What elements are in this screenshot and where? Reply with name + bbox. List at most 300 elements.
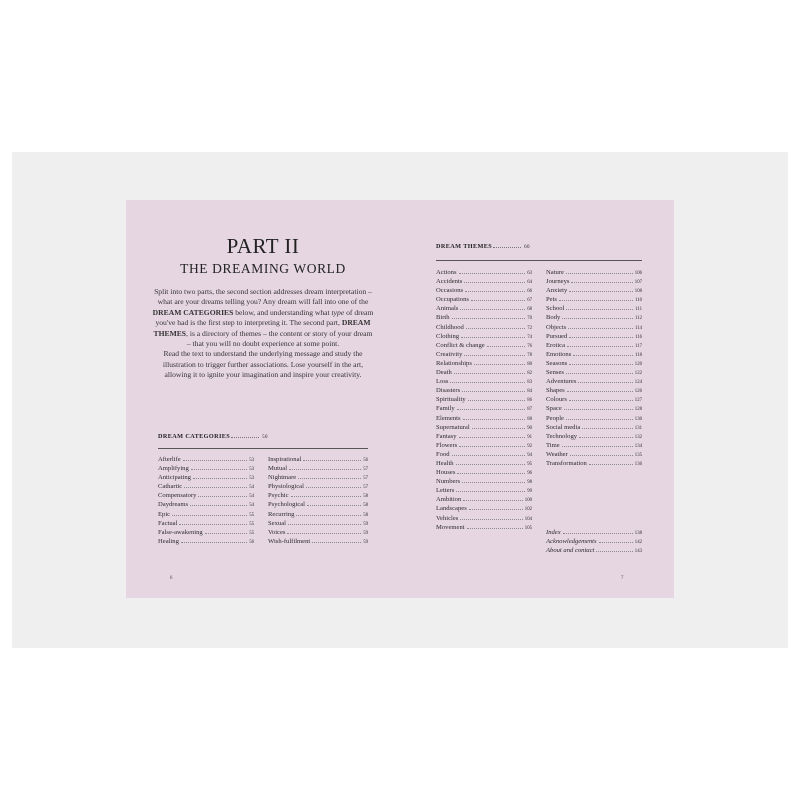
toc-entry-page: 84 [527, 389, 532, 395]
leader-dots [563, 528, 633, 534]
toc-entry-label: Fantasy [436, 432, 457, 440]
page-number-left: 6 [170, 576, 173, 581]
toc-entry-label: Recurring [268, 510, 295, 518]
toc-entry-label: Index [546, 529, 561, 536]
leader-dots [568, 323, 633, 329]
toc-entry [436, 404, 532, 413]
leader-dots [589, 459, 633, 465]
leader-dots [464, 350, 525, 356]
intro-paragraph-1: Split into two parts, the second section addresses dream interpretation – what are your dreams telling you? Any dream will fall into one of the DREAM CATEGORIES below, and understanding what type of dream you've had is the first step to interpreting it. The second part, DREAM THEMES, is a directory of themes – the content or story of your dream – that you will no doubt experience at some point. [152, 287, 374, 349]
toc-entry-label: Elements [436, 414, 461, 422]
toc-entry-label: Time [546, 441, 560, 449]
toc-entry-label: False-awakening [158, 528, 203, 536]
toc-entry-page: 63 [527, 271, 532, 276]
toc-entry-label: Psychic [268, 492, 289, 500]
leader-dots [596, 546, 632, 552]
toc-entry-label: Food [436, 450, 450, 458]
toc-entry [436, 395, 532, 404]
toc-entry-page: 72 [527, 325, 532, 331]
leader-dots [474, 359, 525, 365]
toc-entry-page: 126 [634, 389, 642, 395]
toc-entry-page: 106 [634, 271, 642, 276]
toc-entry-label: Daydreams [158, 501, 189, 509]
toc-entry [268, 455, 368, 464]
toc-entry [436, 332, 532, 341]
toc-entry-label: Health [436, 459, 454, 467]
toc-entry-label: Occupations [436, 296, 469, 304]
toc-entry-page: 111 [635, 307, 642, 313]
toc-entry [436, 450, 532, 459]
toc-entry [546, 546, 642, 555]
toc-entry-label: Anxiety [546, 287, 568, 295]
toc-entry-page: 66 [527, 289, 532, 295]
toc-entry-page: 132 [634, 434, 642, 440]
toc-entry-page: 94 [527, 452, 532, 458]
toc-entry [546, 368, 642, 377]
toc-entry-page: 120 [634, 361, 642, 367]
toc-entry [546, 313, 642, 322]
toc-entry-page: 57 [363, 476, 368, 482]
toc-entry-page: 53 [249, 476, 254, 482]
toc-entry [546, 441, 642, 450]
categories-column-2 [268, 455, 368, 546]
right-page [400, 200, 674, 598]
leader-dots [464, 277, 525, 283]
toc-entry-page: 95 [527, 461, 532, 467]
toc-entry-page: 134 [634, 443, 642, 449]
part-title: PART II [226, 234, 300, 258]
toc-entry-page: 55 [249, 512, 254, 518]
leader-dots [466, 323, 525, 329]
toc-entry [546, 304, 642, 313]
leader-dots [306, 482, 361, 488]
toc-entry-page: 54 [249, 485, 254, 491]
toc-entry-page: 58 [363, 512, 368, 518]
toc-entry-label: Spirituality [436, 396, 466, 404]
toc-entry [436, 368, 532, 377]
toc-entry [546, 295, 642, 304]
toc-entry [268, 528, 368, 537]
toc-entry-label: Birth [436, 314, 450, 322]
leader-dots [570, 450, 633, 456]
toc-entry-label: Childhood [436, 323, 464, 331]
toc-entry-page: 74 [527, 334, 532, 340]
toc-entry-page: 91 [527, 434, 532, 440]
toc-entry-page: 54 [249, 503, 254, 509]
toc-entry-label: Relationships [436, 359, 472, 367]
toc-entry [436, 341, 532, 350]
toc-entry-page: 108 [634, 289, 642, 295]
toc-entry [268, 482, 368, 491]
toc-entry [546, 459, 642, 468]
leader-dots [559, 295, 633, 301]
toc-entry [436, 459, 532, 468]
toc-entry-label: Flowers [436, 441, 458, 449]
leader-dots [599, 537, 633, 543]
toc-entry-page: 100 [524, 498, 532, 504]
toc-entry-page: 53 [249, 467, 254, 473]
toc-entry-label: Houses [436, 469, 456, 477]
leader-dots [190, 500, 247, 506]
leader-dots [467, 523, 523, 529]
toc-entry-label: Cathartic [158, 483, 183, 491]
toc-entry-label: Technology [546, 432, 578, 440]
toc-entry-label: Healing [158, 537, 179, 545]
section-rule [436, 260, 642, 261]
toc-entry-page: 90 [527, 425, 532, 431]
toc-entry-page: 105 [524, 525, 532, 531]
toc-entry [436, 486, 532, 495]
toc-entry [546, 332, 642, 341]
toc-entry-label: Anticipating [158, 474, 191, 482]
toc-entry [436, 386, 532, 395]
toc-entry [436, 432, 532, 441]
toc-entry-label: Journeys [546, 278, 570, 286]
leader-dots [456, 486, 525, 492]
toc-entry [436, 441, 532, 450]
toc-entry-page: 143 [634, 549, 642, 555]
leader-dots [179, 519, 247, 525]
toc-entry-label: Shapes [546, 387, 565, 395]
toc-entry-page: 59 [363, 530, 368, 536]
book-spread [126, 200, 674, 598]
leader-dots [452, 450, 526, 456]
toc-entry-label: Clothing [436, 332, 460, 340]
toc-entry-page: 135 [634, 452, 642, 458]
leader-dots [460, 304, 525, 310]
toc-entry-page: 57 [363, 467, 368, 473]
toc-entry [436, 286, 532, 295]
toc-entry-page: 76 [527, 343, 532, 349]
leader-dots [562, 313, 633, 319]
toc-entry-page: 88 [527, 416, 532, 422]
toc-entry-page: 56 [249, 539, 254, 545]
toc-entry-label: Wish-fulfilment [268, 537, 311, 545]
part-subtitle: THE DREAMING WORLD [180, 261, 346, 276]
leader-dots [457, 404, 526, 410]
categories-column-1 [158, 455, 254, 546]
themes-column-2 [546, 268, 642, 468]
toc-entry [436, 477, 532, 486]
toc-entry [268, 464, 368, 473]
themes-column-1 [436, 268, 532, 532]
leader-dots [289, 464, 361, 470]
toc-entry [436, 277, 532, 286]
leader-dots [569, 359, 633, 365]
toc-entry [436, 468, 532, 477]
toc-entry-page: 131 [634, 425, 642, 431]
toc-entry [546, 286, 642, 295]
toc-entry-label: Ambition [436, 496, 462, 504]
toc-entry [436, 514, 532, 523]
toc-entry-label: Body [546, 314, 561, 322]
toc-entry-label: Sexual [268, 519, 286, 527]
leader-dots [460, 514, 522, 520]
toc-entry-page: 86 [527, 398, 532, 404]
leader-dots [307, 500, 361, 506]
toc-entry [436, 504, 532, 513]
toc-entry-label: Acknowledgements [546, 538, 597, 546]
toc-entry [158, 464, 254, 473]
toc-entry-label: Compensatory [158, 492, 197, 500]
toc-entry-page: 130 [634, 416, 642, 422]
toc-entry [546, 277, 642, 286]
leader-dots [567, 386, 633, 392]
toc-entry-page: 58 [363, 503, 368, 509]
toc-entry-page: 59 [363, 521, 368, 527]
toc-entry [158, 528, 254, 537]
toc-entry-label: Conflict & change [436, 341, 485, 349]
toc-entry-label: Nightmare [268, 474, 297, 482]
leader-dots [312, 537, 361, 543]
toc-entry-label: Colours [546, 396, 567, 404]
toc-entry-label: Amplifying [158, 465, 189, 473]
toc-entry [546, 537, 642, 546]
intro-paragraph-2: Read the text to understand the underlying message and study the illustration to trigger further associations. Lose yourself in the art, allowing it to ignite your imagination and inspire your creativity. [162, 349, 364, 380]
toc-entry [546, 528, 642, 537]
left-page [126, 200, 400, 598]
toc-entry [436, 323, 532, 332]
leader-dots [487, 341, 525, 347]
leader-dots [450, 377, 525, 383]
toc-entry-label: Family [436, 405, 455, 413]
toc-entry-label: Animals [436, 305, 459, 313]
toc-entry-label: Landscapes [436, 505, 467, 513]
leader-dots [463, 495, 523, 501]
leader-dots [564, 404, 633, 410]
toc-entry-page: 136 [634, 461, 642, 467]
leader-dots [562, 441, 633, 447]
leader-dots [566, 414, 633, 420]
toc-entry [436, 359, 532, 368]
toc-entry-label: Voices [268, 528, 286, 536]
toc-entry [436, 523, 532, 532]
toc-entry-label: Pets [546, 296, 557, 304]
dream-themes-heading: DREAM THEMES 60 [436, 243, 530, 250]
toc-entry-label: Pursued [546, 332, 568, 340]
leader-dots [463, 414, 526, 420]
leader-dots [566, 268, 633, 274]
leader-dots [183, 455, 248, 461]
back-matter-list [546, 528, 642, 555]
toc-entry-label: Adventures [546, 378, 577, 386]
toc-entry-label: Death [436, 369, 452, 377]
toc-entry-page: 114 [634, 325, 642, 331]
toc-entry [436, 295, 532, 304]
toc-entry-page: 118 [634, 352, 642, 358]
leader-dots [567, 341, 633, 347]
toc-entry [546, 450, 642, 459]
toc-entry-page: 58 [363, 494, 368, 500]
toc-entry-page: 127 [634, 398, 642, 404]
toc-entry [268, 510, 368, 519]
toc-entry-page: 68 [527, 307, 532, 313]
toc-entry-label: Transformation [546, 459, 587, 467]
toc-entry-label: Vehicles [436, 514, 459, 522]
toc-entry-label: Disasters [436, 387, 461, 395]
leader-dots [184, 482, 247, 488]
toc-entry-label: Movement [436, 523, 465, 531]
toc-entry-label: Weather [546, 450, 568, 458]
toc-entry-label: Physiological [268, 483, 304, 491]
leader-dots [569, 286, 633, 292]
toc-entry-page: 112 [634, 316, 642, 322]
toc-entry-label: Actions [436, 269, 457, 276]
leader-dots [469, 504, 523, 510]
toc-entry-page: 78 [527, 352, 532, 358]
toc-entry [158, 491, 254, 500]
leader-dots [452, 313, 526, 319]
leader-dots [462, 477, 525, 483]
toc-entry [436, 350, 532, 359]
leader-dots [287, 528, 361, 534]
toc-entry-page: 116 [634, 334, 642, 340]
toc-entry-page: 82 [527, 371, 532, 377]
leader-dots [578, 377, 632, 383]
toc-entry [436, 304, 532, 313]
toc-entry-label: Supernatural [436, 423, 470, 431]
toc-entry-page: 53 [249, 458, 254, 463]
toc-entry [546, 350, 642, 359]
toc-entry [268, 500, 368, 509]
leader-dots [172, 510, 247, 516]
toc-entry-page: 56 [363, 458, 368, 463]
toc-entry-label: Letters [436, 487, 455, 495]
toc-entry-label: Epic [158, 510, 171, 518]
toc-entry-label: Occasions [436, 287, 464, 295]
toc-entry [436, 495, 532, 504]
toc-entry [546, 414, 642, 423]
toc-entry-label: Erotica [546, 341, 566, 349]
toc-entry-label: Space [546, 405, 562, 413]
leader-dots [566, 368, 633, 374]
toc-entry [546, 432, 642, 441]
toc-entry-page: 55 [249, 521, 254, 527]
leader-dots [181, 537, 247, 543]
leader-dots [456, 459, 526, 465]
toc-entry-label: Nature [546, 269, 564, 276]
toc-entry [436, 414, 532, 423]
leader-dots [566, 304, 633, 310]
toc-entry-page: 54 [249, 494, 254, 500]
leader-dots [571, 277, 632, 283]
toc-entry-page: 110 [634, 298, 642, 304]
toc-entry-page: 122 [634, 371, 642, 377]
toc-entry [158, 537, 254, 546]
toc-entry-page: 92 [527, 443, 532, 449]
toc-entry [436, 268, 532, 277]
leader-dots [459, 268, 526, 274]
leader-dots [193, 473, 247, 479]
toc-entry-label: Psychological [268, 501, 305, 509]
toc-entry-page: 128 [634, 407, 642, 413]
leader-dots [454, 368, 525, 374]
toc-entry-page: 87 [527, 407, 532, 413]
toc-entry-page: 55 [249, 530, 254, 536]
toc-entry [546, 395, 642, 404]
leader-dots [459, 432, 526, 438]
toc-entry-label: Accidents [436, 278, 463, 286]
toc-entry [546, 268, 642, 277]
toc-entry-label: About and contact [546, 547, 595, 555]
toc-entry-page: 102 [524, 507, 532, 513]
leader-dots [569, 395, 633, 401]
toc-entry [546, 341, 642, 350]
toc-entry [158, 500, 254, 509]
toc-entry [546, 323, 642, 332]
toc-entry [436, 423, 532, 432]
toc-entry-label: Objects [546, 323, 567, 331]
page-number-right: 7 [621, 576, 624, 581]
toc-entry-label: Numbers [436, 478, 461, 486]
toc-entry [268, 473, 368, 482]
toc-entry-page: 80 [527, 361, 532, 367]
toc-entry-label: People [546, 414, 564, 422]
toc-entry [436, 377, 532, 386]
toc-entry-label: Afterlife [158, 456, 181, 463]
leader-dots [288, 519, 361, 525]
toc-entry-label: School [546, 305, 565, 313]
section-rule [158, 448, 368, 449]
leader-dots [457, 468, 525, 474]
leader-dots [471, 295, 525, 301]
leader-dots [296, 510, 361, 516]
toc-entry [158, 473, 254, 482]
toc-entry [158, 482, 254, 491]
leader-dots [579, 432, 633, 438]
toc-entry-page: 142 [634, 540, 642, 546]
leader-dots [472, 423, 526, 429]
toc-entry [158, 455, 254, 464]
toc-entry-page: 59 [363, 539, 368, 545]
leader-dots [573, 350, 633, 356]
toc-entry-label: Factual [158, 519, 178, 527]
toc-entry-page: 67 [527, 298, 532, 304]
toc-entry-label: Social media [546, 423, 581, 431]
leader-dots [461, 332, 525, 338]
toc-entry-label: Mutual [268, 465, 288, 473]
toc-entry-page: 70 [527, 316, 532, 322]
toc-entry-page: 83 [527, 380, 532, 386]
toc-entry-label: Seasons [546, 359, 568, 367]
dream-categories-heading: DREAM CATEGORIES 50 [158, 433, 268, 440]
toc-entry [158, 519, 254, 528]
toc-entry-label: Loss [436, 378, 449, 386]
leader-dots [462, 386, 525, 392]
leader-dots [298, 473, 361, 479]
toc-entry [268, 537, 368, 546]
toc-entry [546, 386, 642, 395]
leader-dots [459, 441, 525, 447]
toc-entry-page: 96 [527, 471, 532, 477]
toc-entry-page: 107 [634, 280, 642, 286]
toc-entry-label: Senses [546, 369, 564, 377]
leader-dots [291, 491, 362, 497]
leader-dots [198, 491, 247, 497]
toc-entry-page: 57 [363, 485, 368, 491]
toc-entry-page: 124 [634, 380, 642, 386]
toc-entry-page: 104 [524, 516, 532, 522]
leader-dots [205, 528, 248, 534]
intro-text [152, 287, 374, 381]
toc-entry-label: Inspirational [268, 456, 302, 463]
toc-entry [546, 377, 642, 386]
leader-dots [468, 395, 526, 401]
toc-entry [268, 491, 368, 500]
toc-entry-page: 99 [527, 489, 532, 495]
toc-entry [546, 423, 642, 432]
toc-entry-page: 138 [634, 531, 642, 536]
